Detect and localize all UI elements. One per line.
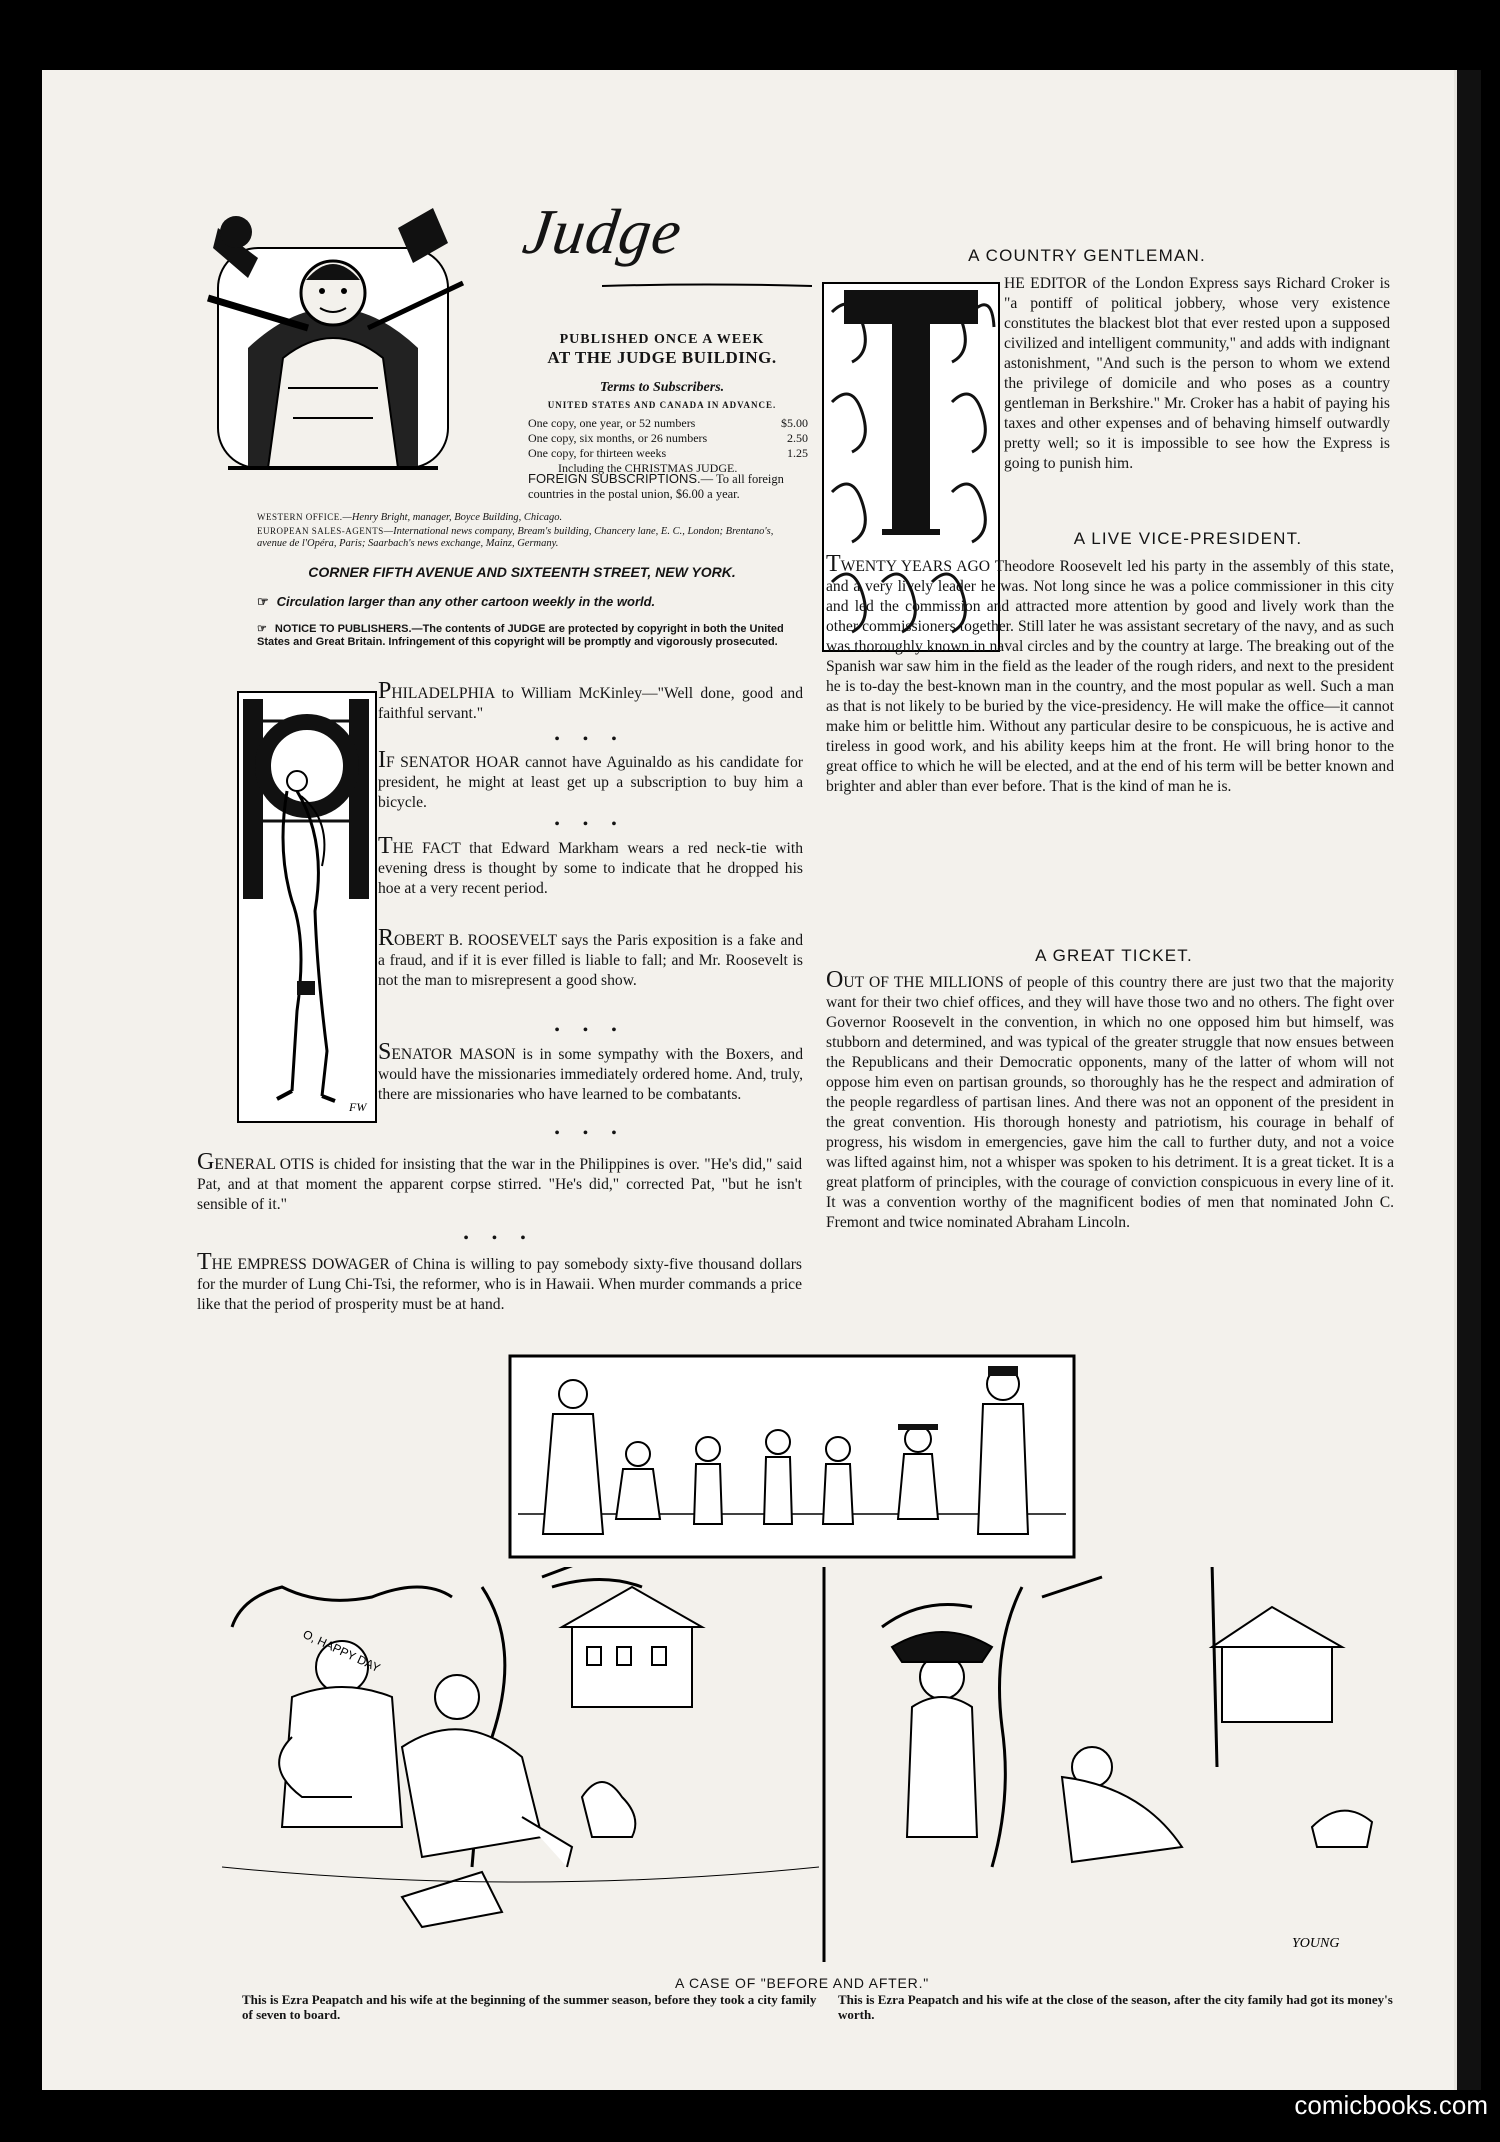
- magazine-page: [42, 70, 1454, 2090]
- separator: • • •: [463, 1231, 536, 1246]
- item-3: THE FACT that Edward Markham wears a red neck-tie with evening dress is thought by some to indicate that he dropped his hoe at a very recent period.: [378, 833, 803, 897]
- rates-note: Including the CHRISTMAS JUDGE.: [558, 461, 738, 475]
- terms-region: UNITED STATES AND CANADA IN ADVANCE.: [547, 400, 777, 410]
- heading-great-ticket: A GREAT TICKET.: [1035, 946, 1193, 965]
- published-line-2: AT THE JUDGE BUILDING.: [547, 348, 777, 367]
- artist-signature: YOUNG: [1292, 1936, 1340, 1951]
- before-panel-illustration: [222, 1567, 819, 1962]
- judge-figure-illustration: [188, 188, 478, 488]
- rate-row: One copy, six months, or 26 numbers 2.50: [528, 431, 808, 445]
- watermark: comicbooks.com: [1294, 2090, 1488, 2120]
- separator: • • •: [554, 1023, 627, 1038]
- heading-live-vice-president: A LIVE VICE-PRESIDENT.: [1073, 529, 1303, 548]
- item-5: SENATOR MASON is in some sympathy with the Boxers, and would have the missionaries immediately ordered home. And, truly, there are missionaries who have learned to be combatants.: [378, 1039, 803, 1103]
- subscription-rates: [528, 416, 808, 476]
- address-line: CORNER FIFTH AVENUE AND SIXTEENTH STREET, NEW YORK.: [308, 564, 736, 580]
- caption-after: This is Ezra Peapatch and his wife at the close of the season, after the city family had got its money's worth.: [838, 1992, 1393, 2022]
- logo-underline: [602, 283, 812, 289]
- speech-text: O, HAPPY DAY: [300, 1627, 383, 1676]
- country-gentleman-text: HE EDITOR of the London Express says Richard Croker is "a pontiff of political jobbery, whose very existence constitutes the blackest blot that ever rested upon a supposed civilized and intelligent community," and adds with indignant astonishment, "And such is the person to whom we extend the privilege of domicile and who poses as a country gentleman in Berkshire." Mr. Croker has a habit of paying his taxes and other expenses and of behaving himself outwardly pretty well; so it is impossible to see how the Express is going to punish him.: [1004, 275, 1390, 472]
- terms-title: Terms to Subscribers.: [599, 380, 725, 395]
- dandy-figure-illustration: [237, 691, 377, 1123]
- page-edge: [1454, 70, 1481, 2090]
- publication-info: [512, 332, 812, 410]
- item-1: PHILADELPHIA to William McKinley—"Well done, good and faithful servant.": [378, 678, 803, 722]
- published-line-1: PUBLISHED ONCE A WEEK: [559, 332, 765, 347]
- pointing-hand-icon: ☞: [257, 623, 267, 635]
- great-ticket-text: OUT OF THE MILLIONS of people of this country there are just two that the majority want for their two chief offices, and they will have those two and no others. The fight over Governor Roosevelt in the convention, in which no one opposed him but himself, was stubborn and determined, and was typical of the greater struggle that now ensues between the Republicans and their Democratic opponents, many of the latter of whom will not oppose him even on partisan grounds, so thoroughly has he the respect and admiration of the people regardless of partisan lines. And there was not an opponent of the president in the great convention. His thorough honesty and patriotism, his courage in behalf of progress, his wisdom in emergencies, gave him the call to further duty, and not a voice was lifted against him, not a whisper was spoken to his detriment. It is a great ticket. It is a great platform of principles, with the courage of conviction conspicuous in every line of it. It was a convention worthy of the magnificent bodies of men that nominated John C. Fremont and twice nominated Abraham Lincoln.: [826, 967, 1394, 1231]
- pointing-hand-icon: ☞: [257, 594, 269, 609]
- foreign-title: FOREIGN SUBSCRIPTIONS.: [528, 471, 701, 486]
- separator: • • •: [554, 817, 627, 832]
- vice-president-text: TWENTY YEARS AGO Theodore Roosevelt led his party in the assembly of this state, and a very lively leader he was. Not long since he was a police commissioner in this city and led the commission and attracted more attention by good and lively work than the other commissioners together. Still later he was assistant secretary of the navy, and as such was thoroughly known in naval circles and by the country at large. The breaking out of the Spanish war saw him in the field as the leader of the rough riders, and next to the president he is to-day the best-known man in the country, and the most popular as well. Such a man as that is not likely to be buried by the vice-presidency. He will make the office—it cannot make him or belittle him. Without any particular desire to be conspicuous, he is active and tireless in good work, and his ability keeps him at the front. He will bring honor to the great office to which he will be elected, and at the end of his term will be better known and brighter and abler than ever before. That is the kind of man he is.: [826, 551, 1394, 795]
- item-6: GENERAL OTIS is chided for insisting that the war in the Philippines is over. "He's did," said Pat, and at that moment the apparent corpse stirred. "He's did," corrected Pat, "but he isn't sensible of it.": [197, 1149, 802, 1213]
- svg-text:FW: FW: [349, 1100, 367, 1114]
- circulation-line: ☞ Circulation larger than any other cartoon weekly in the world.: [257, 594, 656, 609]
- item-4: ROBERT B. ROOSEVELT says the Paris exposition is a fake and a fraud, and if it is ever filled is liable to fall; and Mr. Roosevelt is not the man to misrepresent a good show.: [378, 925, 803, 989]
- foreign-subscriptions: FOREIGN SUBSCRIPTIONS.— To all foreign countries in the postal union, $6.00 a year.: [528, 471, 784, 501]
- separator: • • •: [554, 732, 627, 747]
- judge-logo: Judge: [518, 196, 687, 267]
- publishers-notice: ☞ NOTICE TO PUBLISHERS.—The contents of JUDGE are protected by copyright in both the United States and Great Britain. Infringement of this copyright will be promptly and vigorously prosecuted.: [257, 623, 784, 648]
- offices: WESTERN OFFICE.—Henry Bright, manager, Boyce Building, Chicago. EUROPEAN SALES-AGENTS—International news company, Bream's building, Chancery lane, E. C., London; Brentano's, avenue de l'Opéra, Paris; Saarbach's news exchange, Mainz, Germany.: [257, 512, 774, 549]
- item-2: IF SENATOR HOAR cannot have Aguinaldo as his candidate for president, he might at least get up a subscription to buy him a bicycle.: [378, 747, 803, 811]
- heading-country-gentleman: A COUNTRY GENTLEMAN.: [968, 246, 1206, 265]
- cartoon-title: A CASE OF "BEFORE AND AFTER.": [674, 1975, 930, 1991]
- rate-row: One copy, one year, or 52 numbers $5.00: [528, 416, 808, 430]
- after-panel-illustration: [822, 1567, 1404, 1962]
- item-7: THE EMPRESS DOWAGER of China is willing to pay somebody sixty-five thousand dollars for the murder of Lung Chi-Tsi, the reformer, who is in Hawaii. When murder commands a price like that the period of prosperity must be at hand.: [197, 1249, 802, 1313]
- rate-row: One copy, for thirteen weeks 1.25: [528, 446, 808, 460]
- separator: • • •: [554, 1126, 627, 1141]
- caption-before: This is Ezra Peapatch and his wife at the beginning of the summer season, before they took a city family of seven to board.: [242, 1992, 817, 2022]
- city-family-illustration: [508, 1354, 1076, 1559]
